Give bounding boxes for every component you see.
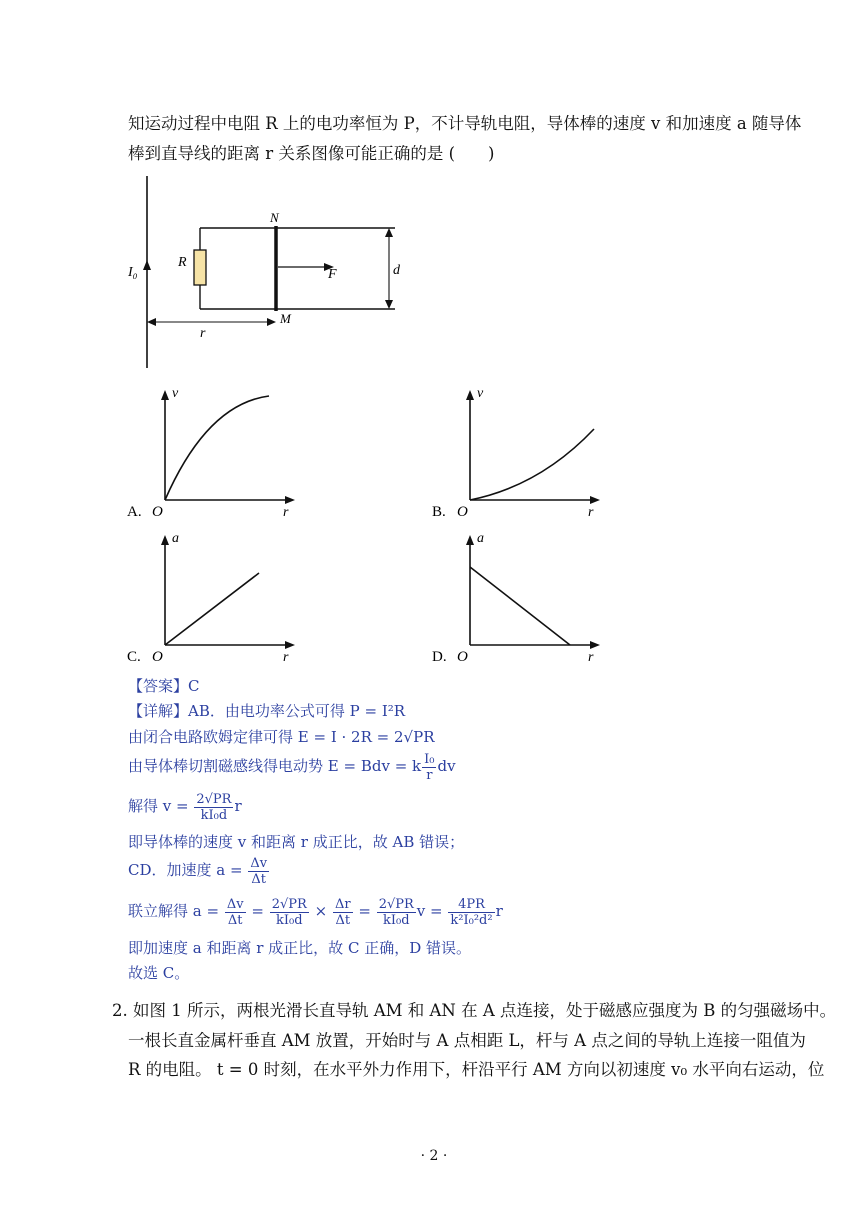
x-axis-label: r	[283, 650, 289, 665]
detail-line-1: 【详解】AB．由电功率公式可得 P = I²R	[128, 702, 406, 720]
detail-line-3: 由导体棒切割磁感线得电动势 E = Bdv = k $\frac{\text{I₀}}{r}$ dv	[128, 751, 456, 783]
resistor-label: R	[178, 255, 187, 270]
question2-line-1: 2. 如图 1 所示，两根光滑长直导轨 AM 和 AN 在 A 点连接，处于磁感应强度为 B 的匀强磁场中。	[112, 1001, 837, 1020]
resistor	[194, 250, 206, 285]
option-c-graph	[125, 527, 315, 672]
detail-line-4: 解得 v = $\frac{2√PR}{\text{kI₀d}}$ r	[128, 791, 242, 823]
detail-line-5: 即导体棒的速度 v 和距离 r 成正比，故 AB 错误；	[128, 833, 465, 851]
rod-top-label: N	[270, 210, 279, 225]
curve	[470, 429, 594, 500]
stem-line-2: 棒到直导线的距离 r 关系图像可能正确的是 ( )	[128, 144, 495, 163]
x-axis-label: r	[588, 505, 594, 520]
origin-label: O	[152, 649, 163, 665]
question2-line-2: 一根长直金属杆垂直 AM 放置，开始时与 A 点相距 L，杆与 A 点之间的导轨上连接一阻值为	[128, 1031, 806, 1050]
x-axis-label: r	[283, 505, 289, 520]
page-number: · 2 ·	[420, 1148, 448, 1164]
curve	[470, 567, 570, 645]
curve	[165, 396, 269, 500]
distance-label: r	[200, 326, 206, 341]
origin-label: O	[152, 504, 163, 520]
current-arrow-icon	[143, 260, 151, 270]
option-letter: A.	[127, 504, 142, 520]
origin-label: O	[457, 649, 468, 665]
option-a-graph	[125, 382, 315, 527]
option-letter: C.	[127, 649, 141, 665]
detail-line-2: 由闭合电路欧姆定律可得 E = I · 2R = 2√PR	[128, 728, 435, 746]
option-letter: D.	[432, 649, 447, 665]
rod-bottom-label: M	[280, 311, 291, 326]
option-letter: B.	[432, 504, 446, 520]
curve	[165, 573, 259, 645]
detail-line-7: 联立解得 a = $\frac{\Delta v}{\Delta t}$ = $\frac{2√PR}{\text{kI₀d}}$ × $\frac{\Delta r}{\Delta t}$ = $\frac{2√PR}{\text{kI₀d}}$ v = $\frac{4PR}{\text{k²I₀²d²}}$ r	[128, 896, 503, 928]
x-axis-label: r	[588, 650, 594, 665]
detail-line-6: CD．加速度 a = $\frac{\Delta v}{\Delta t}$	[128, 855, 268, 887]
y-axis-label: v	[477, 386, 484, 401]
detail-line-8: 即加速度 a 和距离 r 成正比，故 C 正确，D 错误。	[128, 939, 471, 957]
circuit-diagram	[120, 170, 420, 370]
y-axis-label: a	[172, 531, 179, 546]
origin-label: O	[457, 504, 468, 520]
y-axis-label: a	[477, 531, 484, 546]
y-axis-label: v	[172, 386, 179, 401]
current-label: I₀	[128, 265, 138, 280]
stem-line-1: 知运动过程中电阻 R 上的电功率恒为 P，不计导轨电阻，导体棒的速度 v 和加速度 a 随导体	[128, 114, 802, 133]
width-label: d	[393, 263, 400, 278]
answer-label: 【答案】C	[128, 677, 200, 695]
option-d-graph	[430, 527, 620, 672]
detail-line-9: 故选 C。	[128, 964, 190, 982]
question2-line-3: R 的电阻。 t = 0 时刻，在水平外力作用下，杆沿平行 AM 方向以初速度 v₀ 水平向右运动，位	[128, 1060, 825, 1079]
option-b-graph	[430, 382, 620, 527]
force-label: F	[328, 267, 337, 282]
